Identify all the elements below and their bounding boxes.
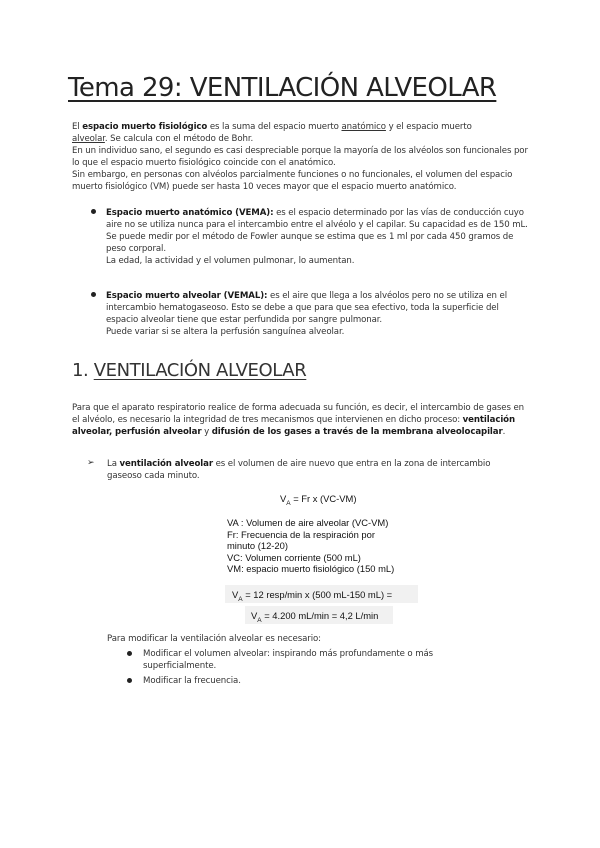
list-item-modify-volume: Modificar el volumen alveolar: inspirando más profundamente o más superficialmente.	[143, 649, 434, 671]
section-number: 1.	[72, 360, 94, 381]
mechanisms-paragraph	[72, 402, 534, 438]
bullet-dot	[127, 678, 132, 683]
formula-symbol: V	[280, 493, 287, 504]
intro-text: y el espacio muerto	[385, 122, 472, 132]
formula-text: = 4.200 mL/min = 4,2 L/min	[261, 610, 379, 621]
list-item-text: La edad, la actividad y el volumen pulmonar, lo aumentan.	[106, 256, 355, 266]
legend-line: VA : Volumen de aire alveolar (VC-VM)	[227, 517, 389, 528]
term-vemal: Espacio muerto alveolar (VEMAL):	[106, 291, 268, 301]
term-alveolar: alveolar	[72, 134, 105, 144]
term-difusion: difusión de los gases a través de la membrana alveolocapilar	[211, 427, 503, 437]
formula-subscript: A	[286, 499, 291, 507]
paragraph-text: es el volumen de aire nuevo que entra en la zona de intercambio gaseoso cada minuto.	[107, 459, 491, 481]
formula-symbol: V	[251, 610, 258, 621]
intro-text: En un individuo sano, el segundo es casi despreciable porque la mayoría de los alvéolos son funcionales por lo que el espacio muerto fisiológico coincide con el anatómico.	[72, 146, 528, 168]
list-item-text: es el aire que llega a los alvéolos pero no se utiliza en el intercambio hematogaseoso. Esto se debe a que para que sea efectivo, toda la superficie del espacio alveolar tiene que estar perfundida por sangre pulmonar.	[106, 291, 507, 325]
intro-paragraph	[72, 121, 534, 193]
list-item-text: Puede variar si se altera la perfusión sanguínea alveolar.	[106, 327, 345, 337]
formula-text: = 12 resp/min x (500 mL-150 mL) =	[242, 589, 393, 600]
paragraph-text: Para que el aparato respiratorio realice de forma adecuada su función, es decir, el intercambio de gases en el alvéolo, es necesario la integridad de tres mecanismos que intervienen en dicho proceso:	[72, 403, 525, 425]
list-item-text: es el espacio determinado por las vías de conducción cuyo aire no se utiliza nunca para el intercambio entre el alvéolo y el capilar. Su capacidad es de 150 mL.	[106, 208, 528, 230]
list-item-vemal	[106, 290, 530, 338]
list-item-text: Se puede medir por el método de Fowler aunque se estima que es 1 ml por cada 450 gramos de peso corporal.	[106, 232, 514, 254]
formula-subscript: A	[238, 595, 243, 603]
legend-line: VM: espacio muerto fisiológico (150 mL)	[227, 563, 395, 574]
formula-subscript: A	[257, 616, 262, 624]
page-title: Tema 29: VENTILACIÓN ALVEOLAR	[68, 73, 497, 103]
bullet-dot	[127, 651, 132, 656]
paragraph-text: .	[502, 427, 506, 437]
list-item-modify-frequency: Modificar la frecuencia.	[143, 676, 241, 686]
formula-text: = Fr x (VC-VM)	[290, 493, 357, 504]
formula-main	[280, 493, 357, 507]
section-title: VENTILACIÓN ALVEOLAR	[93, 360, 307, 381]
intro-text: es la suma del espacio muerto	[207, 122, 342, 132]
arrow-bullet-icon: ➢	[87, 458, 95, 468]
term-ventilacion-perfusion: ventilación alveolar, perfusión alveolar	[72, 415, 515, 437]
legend-line: VC: Volumen corriente (500 mL)	[227, 551, 361, 563]
term-anatomico: anatómico	[341, 122, 386, 132]
bullet-dot	[91, 209, 96, 214]
term-espacio-muerto-fisiologico: espacio muerto fisiológico	[82, 122, 208, 132]
legend-line: minuto (12-20)	[227, 540, 288, 551]
intro-text: Sin embargo, en personas con alvéolos parcialmente funciones o no funcionales, el volumen del espacio muerto fisiológico (VM) puede ser hasta 10 veces mayor que el espacio muerto anatómico.	[72, 170, 513, 192]
intro-text: . Se calcula con el método de Bohr.	[104, 134, 254, 144]
term-ventilacion-alveolar: ventilación alveolar	[119, 459, 213, 469]
bullet-dot	[91, 292, 96, 297]
formula-legend	[227, 517, 394, 575]
paragraph-text: La	[107, 459, 120, 469]
formula-calculation	[232, 589, 393, 603]
legend-line: Fr: Frecuencia de la respiración por	[227, 528, 375, 540]
paragraph-text: y	[201, 427, 212, 437]
intro-text: El	[72, 122, 83, 132]
ventilation-definition	[107, 458, 527, 482]
section-heading	[72, 360, 306, 382]
term-vema: Espacio muerto anatómico (VEMA):	[106, 208, 274, 218]
formula-result	[251, 610, 379, 624]
formula-symbol: V	[232, 589, 239, 600]
list-item-vema	[106, 207, 530, 267]
modify-intro: Para modificar la ventilación alveolar es necesario:	[107, 634, 321, 644]
